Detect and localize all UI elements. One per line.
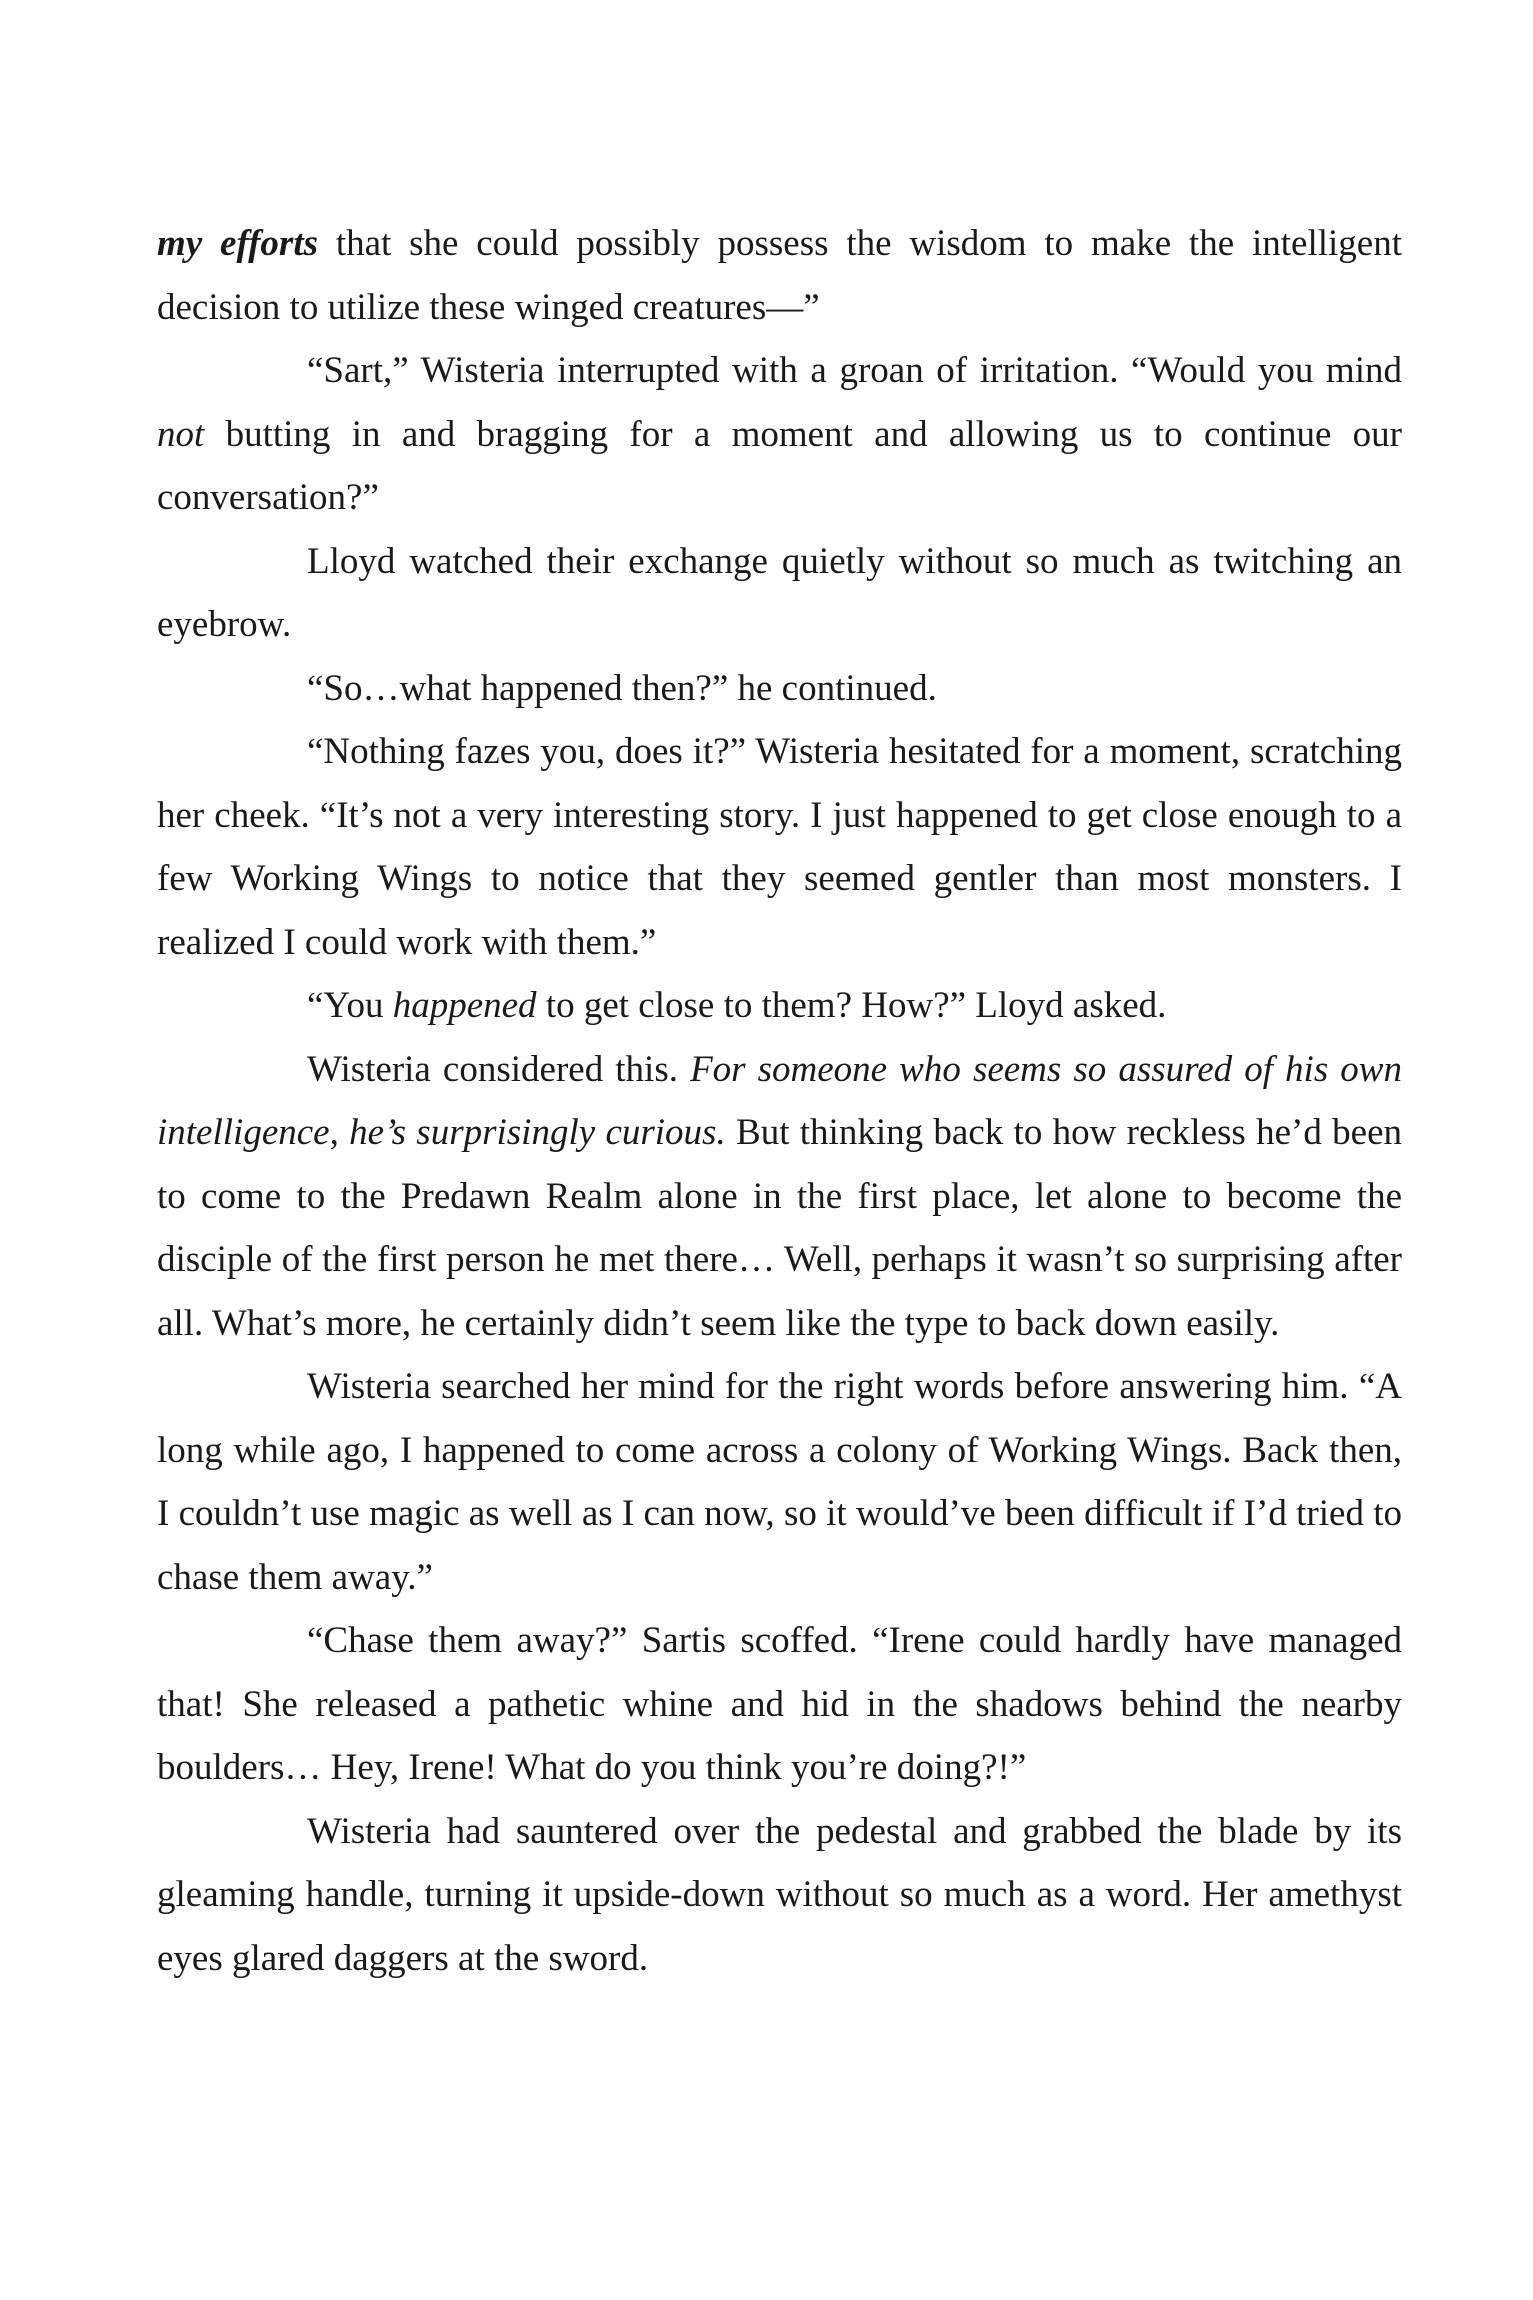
text-segment: to get close to them? How?” Lloyd asked. <box>536 985 1167 1026</box>
paragraph <box>157 1355 1402 1609</box>
paragraph <box>157 1038 1402 1356</box>
text-segment: “You <box>307 985 393 1026</box>
paragraph <box>157 720 1402 974</box>
text-segment: “So…what happened then?” he continued. <box>307 667 937 709</box>
paragraph <box>157 339 1402 530</box>
text-segment: butting in and bragging for a moment and allowing us to continue our conversation?” <box>157 413 1402 518</box>
paragraph <box>157 974 1402 1038</box>
text-segment: Lloyd watched their exchange quietly without so much as twitching an eyebrow. <box>157 540 1402 645</box>
book-page <box>157 212 1402 1990</box>
text-segment: Wisteria had sauntered over the pedestal and grabbed the blade by its gleaming handle, turning it upside-down without so much as a word. Her amethyst eyes glared daggers at the sword. <box>157 1810 1402 1979</box>
paragraph <box>157 1800 1402 1991</box>
text-italic: For someone who seems so assured of his own intelligence, he’s surprisingly curious. <box>157 1048 1402 1153</box>
text-segment: “Sart,” Wisteria interrupted with a groan of irritation. “Would you mind <box>307 350 1402 391</box>
text-bold-italic: my efforts <box>157 223 319 264</box>
text-segment: “Chase them away?” Sartis scoffed. “Irene could hardly have managed that! She released a pathetic whine and hid in the shadows behind the nearby boulders… Hey, Irene! What do you think you’re doing?!” <box>157 1620 1402 1788</box>
text-italic: not <box>157 413 205 455</box>
paragraph <box>157 1609 1402 1800</box>
paragraph <box>157 212 1402 339</box>
paragraph <box>157 530 1402 657</box>
paragraph <box>157 657 1402 721</box>
text-segment: Wisteria considered this. <box>307 1048 691 1090</box>
text-segment: Wisteria searched her mind for the right words before answering him. “A long while ago, I happened to come across a colony of Working Wings. Back then, I couldn’t use magic as well as I can now, so it would’ve been difficult if I’d tried to chase them away.” <box>157 1366 1402 1598</box>
text-segment: But thinking back to how reckless he’d been to come to the Predawn Realm alone in the first place, let alone to become the disciple of the first person he met there… Well, perhaps it wasn’t so surprising after all. What’s more, he certainly didn’t seem like the type to back down easily. <box>157 1112 1402 1344</box>
text-italic: happened <box>392 985 537 1026</box>
text-segment: “Nothing fazes you, does it?” Wisteria hesitated for a moment, scratching her cheek. “It’s not a very interesting story. I just happened to get close enough to a few Working Wings to notice that they seemed gentler than most monsters. I realized I could work with them.” <box>157 731 1402 963</box>
text-segment: that she could possibly possess the wisdom to make the intelligent decision to utilize these winged creatures—” <box>157 223 1402 328</box>
